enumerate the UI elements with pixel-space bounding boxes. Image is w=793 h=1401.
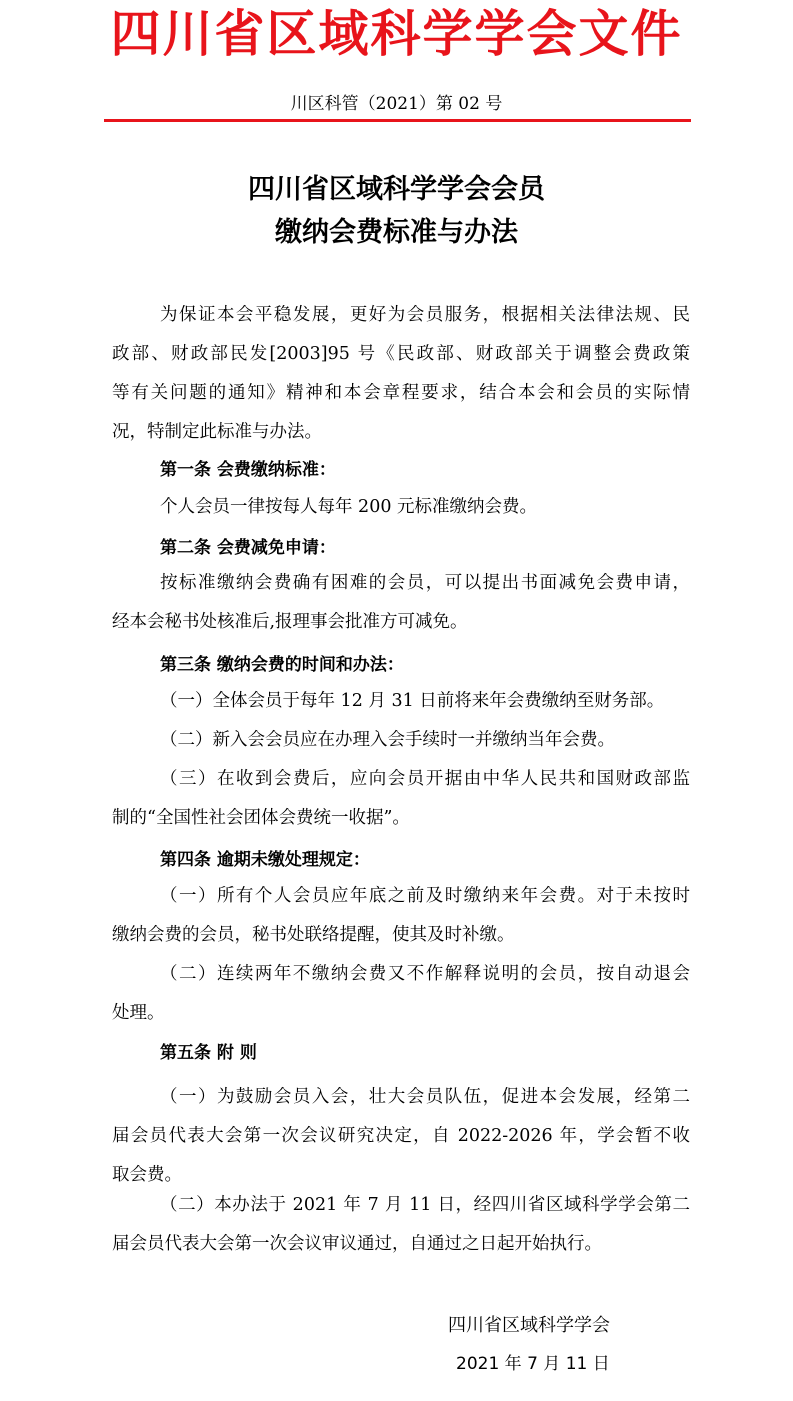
article-3-paragraph-3 <box>112 760 690 838</box>
paragraph-line: （二）本办法于 2021 年 7 月 11 日，经四川省区域科学学会第二 <box>160 1195 690 1215</box>
paragraph-line: 取会费。 <box>112 1165 182 1185</box>
paragraph-line: （二）连续两年不缴纳会费又不作解释说明的会员，按自动退会 <box>160 964 690 984</box>
article-2-heading: 第二条 会费减免申请： <box>160 538 336 558</box>
paragraph-line: 制的“全国性社会团体会费统一收据”。 <box>112 808 410 828</box>
article-3-heading: 第三条 缴纳会费的时间和办法： <box>160 655 404 675</box>
article-3-paragraph-1 <box>112 682 690 721</box>
article-4-heading: 第四条 逾期未缴处理规定： <box>160 850 370 870</box>
intro-line: 况，特制定此标准与办法。 <box>112 422 322 442</box>
paragraph-line: （一）所有个人会员应年底之前及时缴纳来年会费。对于未按时 <box>160 886 690 906</box>
signature-date: 2021 年 7 月 11 日 <box>456 1354 610 1374</box>
paragraph-line: （一）为鼓励会员入会，壮大会员队伍，促进本会发展，经第二 <box>160 1087 690 1107</box>
article-5-heading: 第五条 附 则 <box>160 1043 257 1063</box>
article-4-paragraph-1 <box>112 877 690 955</box>
paragraph-line: 缴纳会费的会员，秘书处联络提醒，使其及时补缴。 <box>112 925 515 945</box>
article-5-paragraph-2 <box>112 1186 690 1264</box>
paragraph-line: 个人会员一律按每人每年 200 元标准缴纳会费。 <box>160 497 538 517</box>
intro-line: 等有关问题的通知》精神和本会章程要求，结合本会和会员的实际情 <box>112 383 690 403</box>
header-divider <box>104 119 691 122</box>
paragraph-line: （一）全体会员于每年 12 月 31 日前将来年会费缴纳至财务部。 <box>160 691 665 711</box>
document-title-line-2: 缴纳会费标准与办法 <box>275 217 518 248</box>
paragraph-line: 按标准缴纳会费确有困难的会员，可以提出书面减免会费申请， <box>160 573 690 593</box>
paragraph-line: 处理。 <box>112 1003 165 1023</box>
article-1-heading: 第一条 会费缴纳标准： <box>160 460 336 480</box>
article-4-paragraph-2 <box>112 955 690 1033</box>
intro-line: 为保证本会平稳发展，更好为会员服务，根据相关法律法规、民 <box>160 305 690 325</box>
article-3-paragraph-2 <box>112 721 690 760</box>
document-title-line-1: 四川省区域科学学会会员 <box>248 174 545 205</box>
document-header-title: 四川省区域科学学会文件 <box>110 5 683 63</box>
article-1-paragraph-1 <box>112 488 690 527</box>
paragraph-line: （三）在收到会费后，应向会员开据由中华人民共和国财政部监 <box>160 769 690 789</box>
article-2-paragraph-1 <box>112 564 690 642</box>
document-title <box>0 168 793 254</box>
intro-line: 政部、财政部民发[2003]95 号《民政部、财政部关于调整会费政策 <box>112 344 690 364</box>
paragraph-line: 届会员代表大会第一次会议研究决定，自 2022-2026 年，学会暂不收 <box>112 1126 690 1146</box>
paragraph-line: 届会员代表大会第一次会议审议通过，自通过之日起开始执行。 <box>112 1234 602 1254</box>
paragraph-line: （二）新入会会员应在办理入会手续时一并缴纳当年会费。 <box>160 730 615 750</box>
document-number: 川区科管（2021）第 02 号 <box>290 94 503 114</box>
signature-organization: 四川省区域科学学会 <box>448 1315 610 1336</box>
intro-paragraph <box>112 296 690 452</box>
paragraph-line: 经本会秘书处核准后,报理事会批准方可减免。 <box>112 612 468 632</box>
article-5-paragraph-1 <box>112 1078 690 1195</box>
